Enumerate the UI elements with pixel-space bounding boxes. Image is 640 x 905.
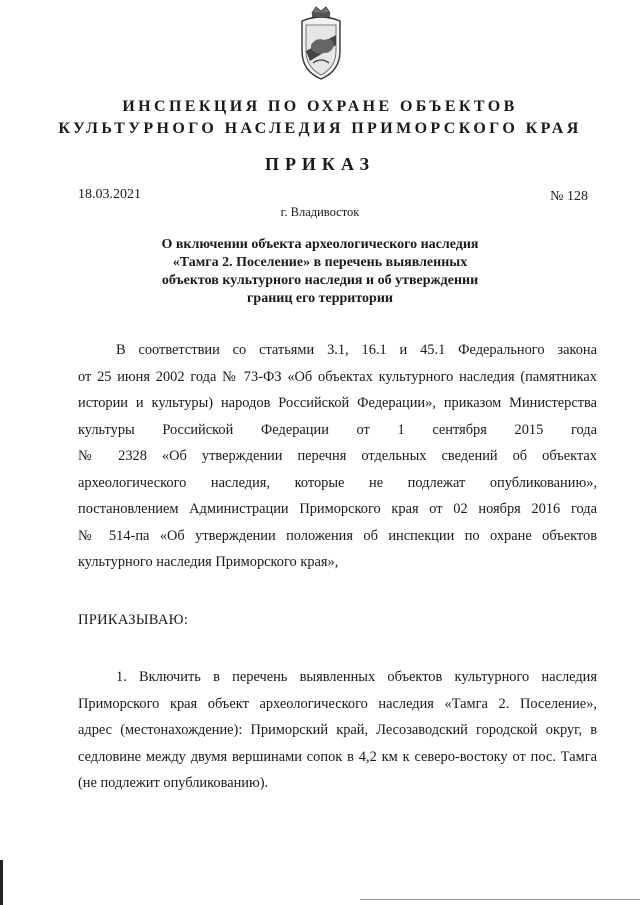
subject-line: О включении объекта археологического наследия <box>161 237 479 252</box>
document-type: ПРИКАЗ <box>264 154 376 174</box>
subject-line: границ его территории <box>247 291 393 306</box>
document-subject <box>40 236 600 308</box>
paragraph-line: археологического наследия, которые не подлежат опубликованию», <box>78 474 597 491</box>
paragraph-line: культурного наследия Приморского края», <box>78 554 339 570</box>
document-number: № 128 <box>550 189 588 204</box>
paragraph-line: адрес (местонахождение): Приморский край, Лесозаводский городской округ, в <box>78 722 597 738</box>
paragraph-line: постановлением Администрации Приморского края от 02 ноября 2016 года <box>78 501 597 517</box>
document-date: 18.03.2021 <box>78 187 141 202</box>
order-item-1 <box>78 664 597 797</box>
document-city: г. Владивосток <box>280 205 360 219</box>
organization-name-line2: КУЛЬТУРНОГО НАСЛЕДИЯ ПРИМОРСКОГО КРАЯ <box>58 120 582 137</box>
paragraph-line: истории и культуры) народов Российской Федерации», приказом Министерства <box>78 395 597 411</box>
subject-line: объектов культурного наследия и об утверждении <box>161 273 479 288</box>
paragraph-line: (не подлежит опубликованию). <box>78 775 269 791</box>
scan-edge-mark <box>0 860 3 905</box>
paragraph-line: № 514-па «Об утверждении положения об инспекции по охране объектов <box>78 527 597 544</box>
paragraph-line: В соответствии со статьями 3.1, 16.1 и 45.1 Федерального закона <box>116 342 597 358</box>
paragraph-line: 1. Включить в перечень выявленных объектов культурного наследия <box>116 669 597 685</box>
order-directive: ПРИКАЗЫВАЮ: <box>78 612 189 628</box>
paragraph-line: № 2328 «Об утверждении перечня отдельных сведений об объектах <box>78 448 597 464</box>
paragraph-line: Приморского края объект археологического наследия «Тамга 2. Поселение», <box>78 695 597 712</box>
coat-of-arms-icon <box>294 5 348 81</box>
paragraph-line: седловине между двумя вершинами сопок в 4,2 км к северо-востоку от пос. Тамга <box>78 748 597 765</box>
organization-name-line1: ИНСПЕКЦИЯ ПО ОХРАНЕ ОБЪЕКТОВ <box>122 98 518 115</box>
preamble-paragraph <box>78 337 597 576</box>
subject-line: «Тамга 2. Поселение» в перечень выявленных <box>172 255 468 270</box>
page-bottom-line <box>360 899 640 900</box>
paragraph-line: от 25 июня 2002 года № 73-ФЗ «Об объектах культурного наследия (памятниках <box>78 368 597 385</box>
paragraph-line: культуры Российской Федерации от 1 сентября 2015 года <box>78 421 597 438</box>
